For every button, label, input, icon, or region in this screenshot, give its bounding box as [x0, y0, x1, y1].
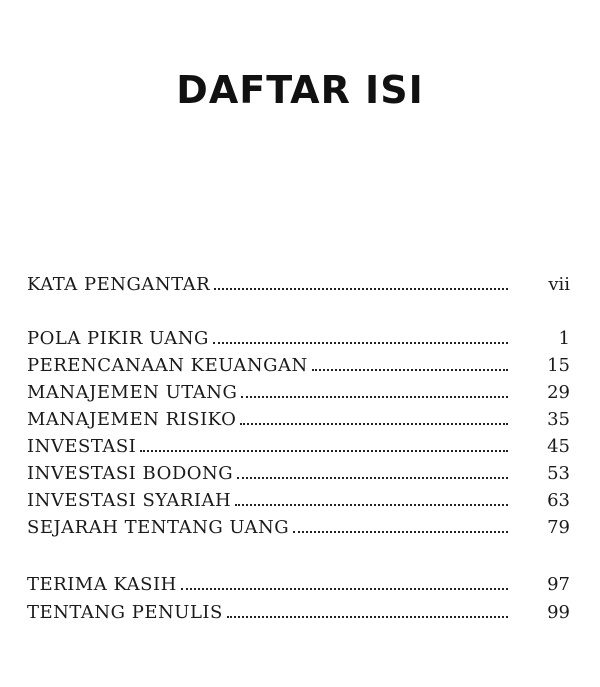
toc-entry-label: INVESTASI SYARIAH [27, 490, 232, 511]
toc-entry-investasi-bodong [27, 459, 570, 485]
toc-entry-page: 45 [547, 436, 570, 457]
toc-entry-page: 63 [547, 490, 570, 511]
toc-entry-page: 29 [547, 382, 570, 403]
toc-entry-label: PERENCANAAN KEUANGAN [27, 355, 308, 376]
toc-entry-page: 79 [547, 517, 570, 538]
toc-entry-label: TERIMA KASIH [27, 574, 177, 595]
dot-leader [213, 342, 508, 344]
dot-leader [241, 396, 508, 398]
toc-entry-page: vii [548, 274, 570, 295]
toc-entry-page: 35 [547, 409, 570, 430]
dot-leader [227, 616, 508, 618]
dot-leader [312, 369, 508, 371]
toc-entry-investasi-syariah [27, 486, 570, 512]
toc-entry-pola-pikir-uang [27, 324, 570, 350]
toc-entry-manajemen-risiko [27, 405, 570, 431]
toc-entry-sejarah-tentang-uang [27, 513, 570, 539]
page-title: DAFTAR ISI [176, 68, 424, 112]
dot-leader [214, 288, 508, 290]
dot-leader [240, 423, 508, 425]
toc-entry-label: TENTANG PENULIS [27, 602, 223, 623]
toc-entry-label: MANAJEMEN RISIKO [27, 409, 237, 430]
toc-entry-manajemen-utang [27, 378, 570, 404]
toc-entry-label: INVESTASI BODONG [27, 463, 234, 484]
dot-leader [181, 588, 508, 590]
dot-leader [140, 450, 508, 452]
toc-entry-investasi [27, 432, 570, 458]
toc-entry-page: 99 [547, 602, 570, 623]
toc-entry-label: MANAJEMEN UTANG [27, 382, 238, 403]
toc-entry-label: KATA PENGANTAR [27, 274, 211, 295]
toc-entry-terima-kasih [27, 570, 570, 596]
dot-leader [293, 531, 508, 533]
dot-leader [235, 504, 508, 506]
toc-entry-tentang-penulis [27, 598, 570, 624]
toc-entry-label: SEJARAH TENTANG UANG [27, 517, 290, 538]
toc-entry-page: 53 [547, 463, 570, 484]
toc-entry-page: 15 [547, 355, 570, 376]
dot-leader [237, 477, 508, 479]
toc-entry-kata-pengantar [27, 270, 570, 296]
toc-entry-label: INVESTASI [27, 436, 137, 457]
toc-entry-page: 1 [558, 328, 570, 349]
toc-entry-label: POLA PIKIR UANG [27, 328, 209, 349]
toc-entry-perencanaan-keuangan [27, 351, 570, 377]
toc-entry-page: 97 [547, 574, 570, 595]
